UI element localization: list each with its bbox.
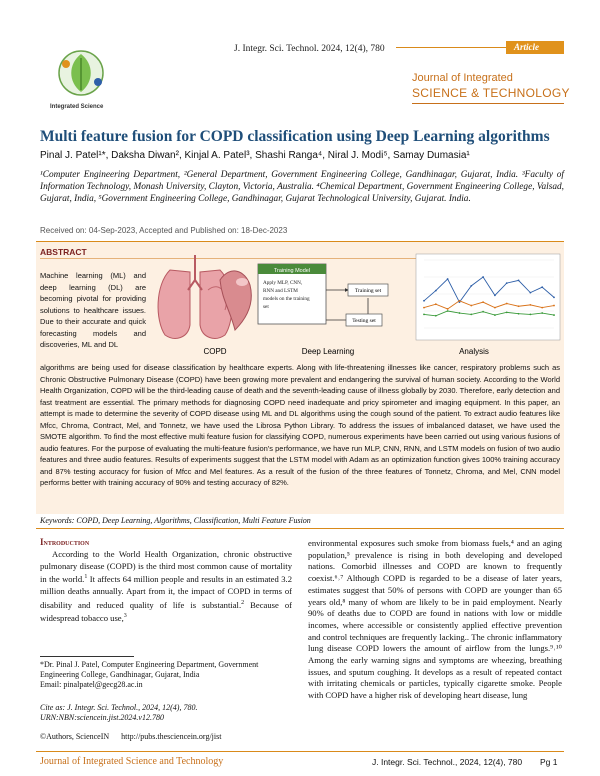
data-point — [423, 300, 425, 302]
intro-text: According to the World Health Organization, chronic obstructive pulmonary disease (COPD) is the third most common cause of mortality in the world. — [40, 549, 292, 585]
data-point — [447, 310, 449, 312]
data-point — [470, 314, 472, 316]
label-copd: COPD — [203, 347, 227, 356]
data-point — [529, 304, 531, 306]
journal-logo — [36, 42, 126, 104]
affiliations: ¹Computer Engineering Department, ²General Department, Government Engineering College, Gandhinagar, Gujarat, India. ³Faculty of Information Technology, Monash University, Clayton, Victoria, Australia. ⁴Chemical Department, Government Engineering College, Valsad, Gujarat, India, ⁵Government Engineering College, Gandhinagar, Gujarat Technological University, Gujarat. India. — [40, 170, 564, 204]
received-dates: Received on: 04-Sep-2023, Accepted and Published on: 18-Dec-2023 — [40, 226, 288, 235]
citation-block — [40, 703, 290, 723]
model-text-line: RNN and LSTM — [263, 288, 298, 294]
urn: URN:NBN:sciencein.jist.2024.v12.780 — [40, 713, 164, 722]
model-text-line: Apply MLP, CNN, — [263, 280, 303, 286]
citation-ref: 1 — [84, 574, 88, 581]
author-list: Pinal J. Patel¹*, Daksha Diwan², Kinjal A. Patel³, Shashi Ranga⁴, Niral J. Modi⁵, Samay Dumasia¹ — [40, 150, 470, 161]
keywords-rule — [36, 528, 564, 529]
data-point — [470, 285, 472, 287]
abstract-body: algorithms are being used for disease classification by healthcare experts. Along with life-threatening illnesses like cancer, respiratory problems such as Chronic Obstructive Pulmonary Disease (COPD) have been growing more prevalent and endangering the survival of human society. According to the World Health Organization, COPD will be the third-leading cause of death and the seventh-leading cause of illness globally by 2030. Therefore, early detection and fast treatment are essential. The primary methods for diagnosing COPD need inadequate and pricy spirometer and imaging equipment. In this paper, an attempt is made to determine the severity of COPD disease using ML and DL algorithms using the cough sound of the patient. To extract audio features like Mfcc, Chroma, Contract, Mel, and Tonnetz, we have used the Librosa Python Library. To address the issues of imbalanced dataset, we have used the SMOTE algorithm. To find the most effective multi feature fusion for classifying COPD, numerous experiments have been carried out using various fusions of audio features. For the purpose of evaluating the multi-feature fusion's performance, we have run MLP, CNN, RNN, and LSTM models on fusion of two audio features and three audio features. Results of experiments suggest that the LSTM model with Adam as an optimization function gives 100% training accuracy and 87% testing accuracy for fusion of Mfcc and Mel features. As a result of the fusion of the three features of Tonnetz, Chroma, and Mel, CNN model performs better with training accuracy of 90% and testing accuracy of 82%. — [40, 363, 560, 487]
page-number: Pg 1 — [540, 757, 558, 767]
data-point — [553, 314, 555, 316]
graphical-abstract-svg — [150, 250, 562, 360]
data-point — [518, 280, 520, 282]
paper-title: Multi feature fusion for COPD classification using Deep Learning algorithms — [40, 128, 550, 145]
data-point — [423, 314, 425, 316]
data-point — [506, 282, 508, 284]
footnote-rule — [40, 656, 134, 657]
journal-name-line1: Journal of Integrated — [412, 72, 513, 84]
data-point — [494, 294, 496, 296]
data-point — [482, 311, 484, 313]
model-text-line: models on the training — [263, 296, 310, 302]
data-point — [541, 312, 543, 314]
data-point — [518, 313, 520, 315]
cite-as: Cite as: J. Integr. Sci. Technol., 2024, 12(4), 780. — [40, 703, 198, 712]
data-point — [529, 292, 531, 294]
data-point — [459, 312, 461, 314]
data-point — [435, 303, 437, 305]
data-point — [506, 303, 508, 305]
data-point — [553, 297, 555, 299]
model-text-line: set — [263, 304, 269, 310]
copyright: ©Authors, ScienceIN http://pubs.thesciencein.org/jist — [40, 732, 222, 741]
data-point — [518, 305, 520, 307]
intro-column-2: environmental exposures such smoke from biomass fuels,⁴ and an aging population,⁵ prevalence is rising in both developing and developed nations. Comorbid illnesses and COPD are known to frequently coexist.⁶˒⁷ Although COPD is regarded to be a disease of later years, estimates suggest that 50% of persons with COPD are younger than 65 years old,⁸ many of whom are likely to be in paid employment. Nearly 90% of deaths due to COPD are found in nations with low or middle incomes, where accessible or consistently applied effective prevention and control techniques are frequently lacking.. The chronic inflammatory lung disease COPD lowers the amount of airflow from the lungs.⁹˒¹⁰ Among the early warning signs and symptoms are wheezing, breathing issues, and sputum coughing. It develops as a result of repeated contact with irritating chemicals or particles, typically cigarette smoke. People with COPD have a higher risk of developing heart disease, lung — [308, 538, 562, 701]
journal-name-rule — [412, 103, 564, 104]
data-point — [529, 314, 531, 316]
header-rule — [396, 47, 506, 48]
data-point — [506, 311, 508, 313]
data-point — [423, 307, 425, 309]
data-point — [459, 300, 461, 302]
article-badge: Article — [506, 41, 564, 54]
data-point — [447, 278, 449, 280]
data-point — [482, 301, 484, 303]
data-point — [470, 305, 472, 307]
footer-reference: J. Integr. Sci. Technol., 2024, 12(4), 780 — [372, 757, 523, 767]
training-model-label: Training Model — [273, 268, 311, 274]
journal-name-line2: SCIENCE & TECHNOLOGY — [412, 86, 570, 100]
label-deep-learning: Deep Learning — [301, 347, 355, 356]
data-point — [435, 315, 437, 317]
training-set-label: Training set — [354, 288, 382, 294]
intro-paragraph — [40, 549, 292, 625]
citation-ref: 2 — [241, 599, 245, 606]
intro-text: Because of widespread tobacco use, — [40, 599, 292, 624]
corresponding-author-note — [40, 660, 290, 690]
data-point — [553, 305, 555, 307]
abstract-lead-text: Machine learning (ML) and deep learning (DL) are becoming pivotal for providing solutions to healthcare issues. Due to their accurate and quick forecasting models and discoveries, ML and DL — [40, 271, 146, 349]
data-point — [541, 307, 543, 309]
data-point — [541, 286, 543, 288]
author-email[interactable]: Email: pinalpatel@gecg28.ac.in — [40, 680, 143, 689]
data-point — [494, 307, 496, 309]
keywords: Keywords: COPD, Deep Learning, Algorithms, Classification, Multi Feature Fusion — [40, 516, 311, 525]
logo-caption: Integrated Science — [50, 104, 104, 110]
intro-text: It affects 64 million people and results in an estimated 3.2 million deaths annually. Apart from it, the impact of COPD in terms of disability and reduced quality of life is substantial. — [40, 574, 292, 610]
abstract-heading: ABSTRACT — [40, 247, 87, 257]
data-point — [435, 290, 437, 292]
intro-column-1 — [40, 549, 292, 625]
label-analysis: Analysis — [459, 347, 489, 356]
intro-heading: Introduction — [40, 537, 90, 547]
graphical-abstract — [150, 250, 562, 360]
footer-journal-name: Journal of Integrated Science and Technology — [40, 756, 224, 767]
data-point — [482, 276, 484, 278]
data-point — [494, 314, 496, 316]
testing-set-label: Testing set — [352, 318, 376, 324]
footer-rule — [36, 751, 564, 752]
analysis-chart-frame — [416, 254, 560, 340]
citation-ref: 3 — [123, 613, 127, 620]
author-note: *Dr. Pinal J. Patel, Computer Engineering Department, Government Engineering College, Gandhinagar, Gujarat, India — [40, 660, 259, 679]
lungs-illustration — [158, 255, 232, 338]
data-point — [447, 308, 449, 310]
journal-reference: J. Integr. Sci. Technol. 2024, 12(4), 780 — [234, 44, 385, 54]
